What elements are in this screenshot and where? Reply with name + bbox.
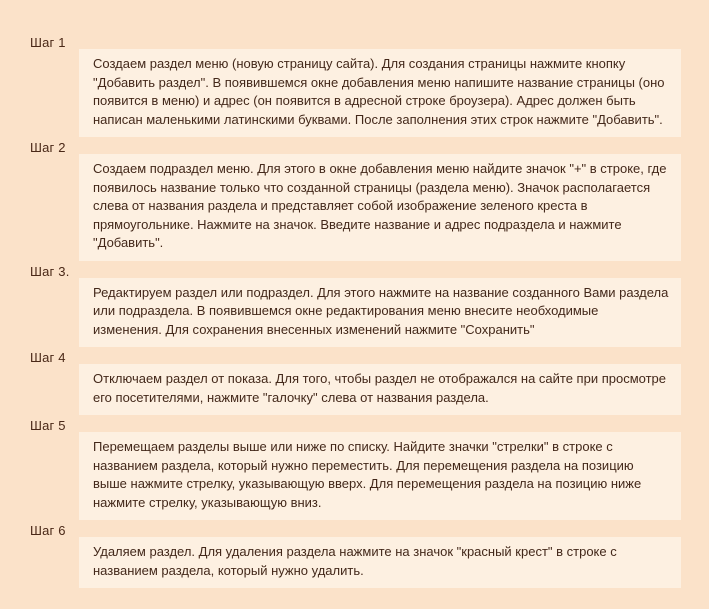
step-5	[30, 419, 681, 520]
step-1	[30, 36, 681, 137]
step-3	[30, 265, 681, 348]
step-3-text: Редактируем раздел или подраздел. Для этого нажмите на название созданного Вами раздела или подраздела. В появившемся окне редактирования меню внесите необходимые изменения. Для сохранения внесенных изменений нажмите "Сохранить"	[79, 278, 681, 348]
step-4	[30, 351, 681, 415]
step-2-label: Шаг 2	[30, 140, 66, 155]
step-6-label: Шаг 6	[30, 523, 66, 538]
step-2	[30, 141, 681, 261]
step-2-text: Создаем подраздел меню. Для этого в окне добавления меню найдите значок "+" в строке, где появилось название только что созданной страницы (раздела меню). Значок располагается слева от названия раздела и представляет собой изображение зеленого креста в прямоугольнике. Нажмите на значок. Введите название и адрес подраздела и нажмите "Добавить".	[79, 154, 681, 261]
step-5-label: Шаг 5	[30, 418, 66, 433]
step-5-text: Перемещаем разделы выше или ниже по списку. Найдите значки "стрелки" в строке с названием раздела, который нужно переместить. Для перемещения раздела на позицию выше нажмите стрелку, указывающую вверх. Для перемещения раздела на позицию ниже нажмите стрелку, указывающую вниз.	[79, 432, 681, 520]
step-6	[30, 524, 681, 588]
step-4-text: Отключаем раздел от показа. Для того, чтобы раздел не отображался на сайте при просмотре его посетителями, нажмите "галочку" слева от названия раздела.	[79, 364, 681, 415]
step-1-label: Шаг 1	[30, 35, 66, 50]
step-6-text: Удаляем раздел. Для удаления раздела нажмите на значок "красный крест" в строке с названием раздела, который нужно удалить.	[79, 537, 681, 588]
step-4-label: Шаг 4	[30, 350, 66, 365]
step-1-text: Создаем раздел меню (новую страницу сайта). Для создания страницы нажмите кнопку "Добавить раздел". В появившемся окне добавления меню напишите название страницы (оно появится в меню) и адрес (он появится в адресной строке броузера). Адрес должен быть написан маленькими латинскими буквами. После заполнения этих строк нажмите "Добавить".	[79, 49, 681, 137]
step-3-label: Шаг 3.	[30, 263, 70, 279]
